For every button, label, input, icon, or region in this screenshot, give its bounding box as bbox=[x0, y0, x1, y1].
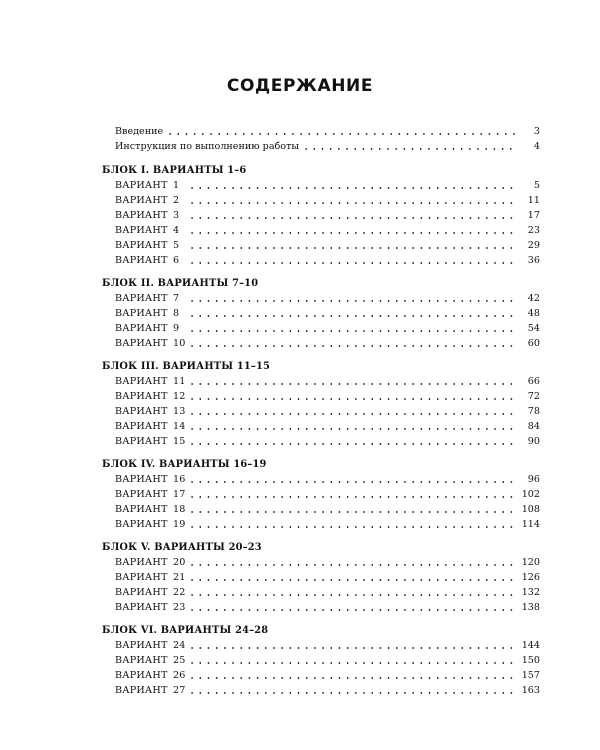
toc-page-number: 84 bbox=[527, 421, 540, 432]
dot-leader bbox=[188, 247, 518, 249]
variant-number: 8 bbox=[173, 308, 180, 319]
variant-number: 17 bbox=[173, 489, 186, 500]
toc-variant-entry bbox=[102, 404, 540, 419]
toc-page-number: 4 bbox=[533, 141, 540, 152]
dot-leader bbox=[188, 481, 518, 483]
block-heading: БЛОК IV. ВАРИАНТЫ 16–19 bbox=[102, 459, 267, 470]
variant-label bbox=[115, 306, 188, 321]
variant-number: 20 bbox=[173, 557, 186, 568]
block-heading: БЛОК III. ВАРИАНТЫ 11–15 bbox=[102, 361, 271, 372]
dot-leader bbox=[188, 413, 518, 415]
variant-label bbox=[115, 193, 188, 208]
toc-page-number: 102 bbox=[521, 489, 540, 500]
toc-page-number: 3 bbox=[533, 126, 540, 137]
variant-name: ВАРИАНТ bbox=[115, 293, 168, 304]
toc-variant-entry bbox=[102, 472, 540, 487]
toc-page-number: 11 bbox=[527, 195, 540, 206]
toc-page-number: 138 bbox=[521, 602, 540, 613]
variant-number: 21 bbox=[173, 572, 186, 583]
variant-label bbox=[115, 336, 188, 351]
toc-variant-entry bbox=[102, 253, 540, 268]
toc-page-number: 157 bbox=[521, 670, 540, 681]
dot-leader bbox=[188, 443, 518, 445]
dot-leader bbox=[188, 383, 518, 385]
toc-variant-entry bbox=[102, 306, 540, 321]
variant-label bbox=[115, 570, 188, 585]
toc-variant-entry bbox=[102, 570, 540, 585]
toc-page-number: 29 bbox=[527, 240, 540, 251]
variant-name: ВАРИАНТ bbox=[115, 195, 168, 206]
variant-number: 9 bbox=[173, 323, 180, 334]
variant-label bbox=[115, 653, 188, 668]
variant-label bbox=[115, 419, 188, 434]
variant-label bbox=[115, 321, 188, 336]
toc-variant-entry bbox=[102, 208, 540, 223]
table-of-contents bbox=[102, 124, 540, 698]
block-heading: БЛОК VI. ВАРИАНТЫ 24–28 bbox=[102, 625, 269, 636]
variant-label bbox=[115, 434, 188, 449]
variant-name: ВАРИАНТ bbox=[115, 338, 168, 349]
toc-block bbox=[102, 623, 540, 698]
toc-block bbox=[102, 540, 540, 615]
variant-name: ВАРИАНТ bbox=[115, 474, 168, 485]
toc-page-number: 108 bbox=[521, 504, 540, 515]
toc-page-number: 60 bbox=[527, 338, 540, 349]
toc-page-number: 90 bbox=[527, 436, 540, 447]
variant-number: 22 bbox=[173, 587, 186, 598]
dot-leader bbox=[188, 330, 518, 332]
toc-variant-entry bbox=[102, 419, 540, 434]
variant-name: ВАРИАНТ bbox=[115, 255, 168, 266]
variant-number: 25 bbox=[173, 655, 186, 666]
dot-leader bbox=[188, 662, 518, 664]
variant-name: ВАРИАНТ bbox=[115, 323, 168, 334]
variant-number: 11 bbox=[173, 376, 186, 387]
intro-entries bbox=[102, 124, 540, 154]
dot-leader bbox=[302, 148, 518, 150]
toc-page-number: 42 bbox=[527, 293, 540, 304]
toc-variant-entry bbox=[102, 193, 540, 208]
toc-page-number: 36 bbox=[527, 255, 540, 266]
variant-label bbox=[115, 517, 188, 532]
dot-leader bbox=[188, 345, 518, 347]
toc-page-number: 72 bbox=[527, 391, 540, 402]
dot-leader bbox=[188, 300, 518, 302]
variant-name: ВАРИАНТ bbox=[115, 225, 168, 236]
toc-variant-entry bbox=[102, 585, 540, 600]
variant-label bbox=[115, 668, 188, 683]
toc-variant-entry bbox=[102, 336, 540, 351]
variant-number: 15 bbox=[173, 436, 186, 447]
toc-block bbox=[102, 359, 540, 449]
variant-name: ВАРИАНТ bbox=[115, 376, 168, 387]
variant-label bbox=[115, 374, 188, 389]
variant-name: ВАРИАНТ bbox=[115, 640, 168, 651]
dot-leader bbox=[188, 232, 518, 234]
variant-number: 2 bbox=[173, 195, 180, 206]
toc-variant-entry bbox=[102, 374, 540, 389]
variant-number: 26 bbox=[173, 670, 186, 681]
toc-page-number: 163 bbox=[521, 685, 540, 696]
variant-number: 3 bbox=[173, 210, 180, 221]
dot-leader bbox=[188, 496, 518, 498]
variant-label bbox=[115, 291, 188, 306]
variant-name: ВАРИАНТ bbox=[115, 519, 168, 530]
dot-leader bbox=[188, 647, 518, 649]
dot-leader bbox=[188, 315, 518, 317]
variant-name: ВАРИАНТ bbox=[115, 557, 168, 568]
variant-number: 13 bbox=[173, 406, 186, 417]
toc-page-number: 54 bbox=[527, 323, 540, 334]
variant-label bbox=[115, 238, 188, 253]
toc-variant-entry bbox=[102, 683, 540, 698]
variant-number: 19 bbox=[173, 519, 186, 530]
toc-variant-entry bbox=[102, 653, 540, 668]
variant-number: 14 bbox=[173, 421, 186, 432]
toc-page-number: 5 bbox=[533, 180, 540, 191]
page-title: СОДЕРЖАНИЕ bbox=[226, 76, 374, 96]
variant-name: ВАРИАНТ bbox=[115, 210, 168, 221]
variant-number: 7 bbox=[173, 293, 180, 304]
dot-leader bbox=[188, 579, 518, 581]
toc-variant-entry bbox=[102, 502, 540, 517]
toc-page-number: 120 bbox=[521, 557, 540, 568]
variant-number: 16 bbox=[173, 474, 186, 485]
block-heading: БЛОК V. ВАРИАНТЫ 20–23 bbox=[102, 542, 262, 553]
toc-variant-entry bbox=[102, 291, 540, 306]
variant-name: ВАРИАНТ bbox=[115, 670, 168, 681]
dot-leader bbox=[188, 594, 518, 596]
variant-number: 27 bbox=[173, 685, 186, 696]
toc-page-number: 78 bbox=[527, 406, 540, 417]
variant-label bbox=[115, 585, 188, 600]
toc-block bbox=[102, 163, 540, 268]
variant-label bbox=[115, 638, 188, 653]
variant-number: 24 bbox=[173, 640, 186, 651]
toc-block bbox=[102, 457, 540, 532]
variant-name: ВАРИАНТ bbox=[115, 504, 168, 515]
toc-page-number: 17 bbox=[527, 210, 540, 221]
variant-label bbox=[115, 404, 188, 419]
toc-entry-label: Введение bbox=[115, 126, 164, 137]
variant-label bbox=[115, 472, 188, 487]
dot-leader bbox=[188, 677, 518, 679]
dot-leader bbox=[188, 428, 518, 430]
variant-name: ВАРИАНТ bbox=[115, 421, 168, 432]
dot-leader bbox=[188, 262, 518, 264]
toc-page-number: 144 bbox=[521, 640, 540, 651]
variant-label bbox=[115, 502, 188, 517]
toc-page-number: 132 bbox=[521, 587, 540, 598]
variant-name: ВАРИАНТ bbox=[115, 240, 168, 251]
toc-page-number: 126 bbox=[521, 572, 540, 583]
variant-label bbox=[115, 223, 188, 238]
dot-leader bbox=[188, 692, 518, 694]
dot-leader bbox=[188, 187, 518, 189]
variant-number: 5 bbox=[173, 240, 180, 251]
variant-name: ВАРИАНТ bbox=[115, 587, 168, 598]
toc-entry-label: Инструкция по выполнению работы bbox=[115, 141, 300, 152]
toc-variant-entry bbox=[102, 600, 540, 615]
variant-label bbox=[115, 253, 188, 268]
toc-variant-entry bbox=[102, 321, 540, 336]
toc-page-number: 150 bbox=[521, 655, 540, 666]
toc-page-number: 96 bbox=[527, 474, 540, 485]
dot-leader bbox=[188, 202, 518, 204]
variant-number: 12 bbox=[173, 391, 186, 402]
toc-variant-entry bbox=[102, 487, 540, 502]
toc-page-number: 48 bbox=[527, 308, 540, 319]
variant-name: ВАРИАНТ bbox=[115, 308, 168, 319]
variant-name: ВАРИАНТ bbox=[115, 180, 168, 191]
dot-leader bbox=[166, 133, 518, 135]
toc-page-number: 66 bbox=[527, 376, 540, 387]
dot-leader bbox=[188, 217, 518, 219]
toc-variant-entry bbox=[102, 434, 540, 449]
variant-number: 1 bbox=[173, 180, 180, 191]
variant-name: ВАРИАНТ bbox=[115, 685, 168, 696]
variant-label bbox=[115, 178, 188, 193]
variant-name: ВАРИАНТ bbox=[115, 655, 168, 666]
toc-variant-entry bbox=[102, 389, 540, 404]
variant-number: 4 bbox=[173, 225, 180, 236]
dot-leader bbox=[188, 526, 518, 528]
toc-variant-entry bbox=[102, 517, 540, 532]
variant-label bbox=[115, 683, 188, 698]
variant-name: ВАРИАНТ bbox=[115, 391, 168, 402]
variant-number: 23 bbox=[173, 602, 186, 613]
variant-label bbox=[115, 389, 188, 404]
block-heading: БЛОК I. ВАРИАНТЫ 1–6 bbox=[102, 165, 247, 176]
toc-variant-entry bbox=[102, 638, 540, 653]
block-list bbox=[102, 163, 540, 698]
block-heading: БЛОК II. ВАРИАНТЫ 7–10 bbox=[102, 278, 259, 289]
variant-name: ВАРИАНТ bbox=[115, 436, 168, 447]
toc-variant-entry bbox=[102, 238, 540, 253]
dot-leader bbox=[188, 511, 518, 513]
variant-name: ВАРИАНТ bbox=[115, 572, 168, 583]
variant-label bbox=[115, 600, 188, 615]
variant-name: ВАРИАНТ bbox=[115, 489, 168, 500]
toc-variant-entry bbox=[102, 178, 540, 193]
toc-page-number: 114 bbox=[521, 519, 540, 530]
variant-label bbox=[115, 208, 188, 223]
variant-name: ВАРИАНТ bbox=[115, 602, 168, 613]
variant-label bbox=[115, 555, 188, 570]
variant-number: 6 bbox=[173, 255, 180, 266]
dot-leader bbox=[188, 564, 518, 566]
toc-variant-entry bbox=[102, 223, 540, 238]
toc-entry bbox=[102, 139, 540, 154]
variant-name: ВАРИАНТ bbox=[115, 406, 168, 417]
toc-variant-entry bbox=[102, 555, 540, 570]
toc-variant-entry bbox=[102, 668, 540, 683]
variant-label bbox=[115, 487, 188, 502]
variant-number: 18 bbox=[173, 504, 186, 515]
toc-block bbox=[102, 276, 540, 351]
toc-entry bbox=[102, 124, 540, 139]
dot-leader bbox=[188, 398, 518, 400]
toc-page-number: 23 bbox=[527, 225, 540, 236]
variant-number: 10 bbox=[173, 338, 186, 349]
dot-leader bbox=[188, 609, 518, 611]
